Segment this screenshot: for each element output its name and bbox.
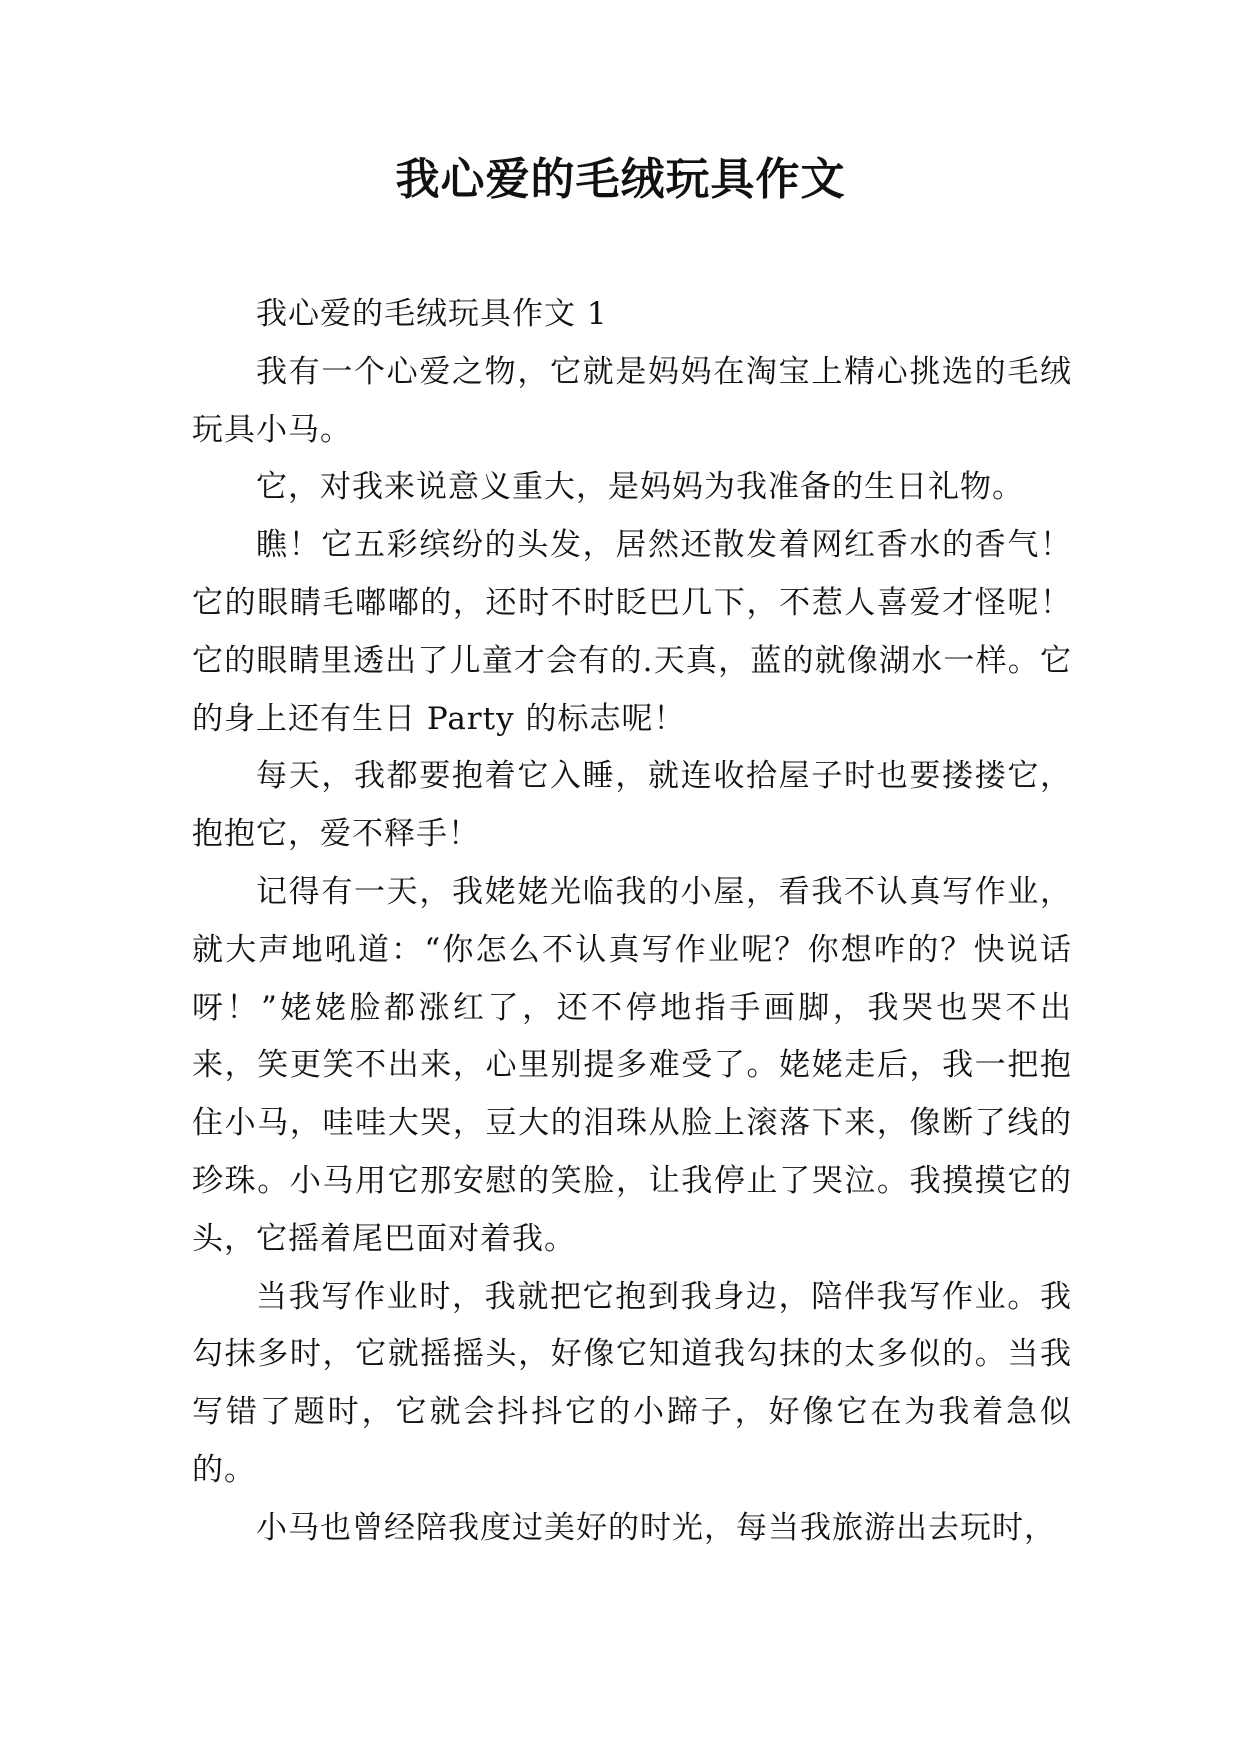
paragraph-heading: 我心爱的毛绒玩具作文 1 — [256, 296, 608, 332]
paragraph: 小马也曾经陪我度过美好的时光，每当我旅游出去玩时， — [256, 1509, 1056, 1546]
paragraph: 记得有一天，我姥姥光临我的小屋，看我不认真写作业，就大声地吼道：“你怎么不认真写作业呢？你想咋的？快说话呀！”姥姥脸都涨红了，还不停地指手画脚，我哭也哭不出来，笑更笑不出来，心里别提多难受了。姥姥走后，我一把抱住小马，哇哇大哭，豆大的泪珠从脸上滚落下来，像断了线的珍珠。小马用它那安慰的笑脸，让我停止了哭泣。我摸摸它的头，它摇着尾巴面对着我。 — [192, 873, 1072, 1257]
document-title: 我心爱的毛绒玩具作文 — [395, 154, 846, 205]
paragraph: 每天，我都要抱着它入睡，就连收拾屋子时也要搂搂它，抱抱它，爱不释手！ — [192, 758, 1072, 853]
paragraph: 当我写作业时，我就把它抱到我身边，陪伴我写作业。我勾抹多时，它就摇摇头，好像它知道我勾抹的太多似的。当我写错了题时，它就会抖抖它的小蹄子，好像它在为我着急似的。 — [192, 1278, 1072, 1488]
document-body — [192, 286, 1072, 1558]
paragraph: 瞧！它五彩缤纷的头发，居然还散发着网红香水的香气！它的眼睛毛嘟嘟的，还时不时眨巴几下，不惹人喜爱才怪呢！它的眼睛里透出了儿童才会有的.天真，蓝的就像湖水一样。它的身上还有生日 Party 的标志呢！ — [192, 527, 1072, 737]
paragraph: 我有一个心爱之物，它就是妈妈在淘宝上精心挑选的毛绒玩具小马。 — [192, 353, 1072, 448]
paragraph: 它，对我来说意义重大，是妈妈为我准备的生日礼物。 — [256, 469, 1024, 506]
